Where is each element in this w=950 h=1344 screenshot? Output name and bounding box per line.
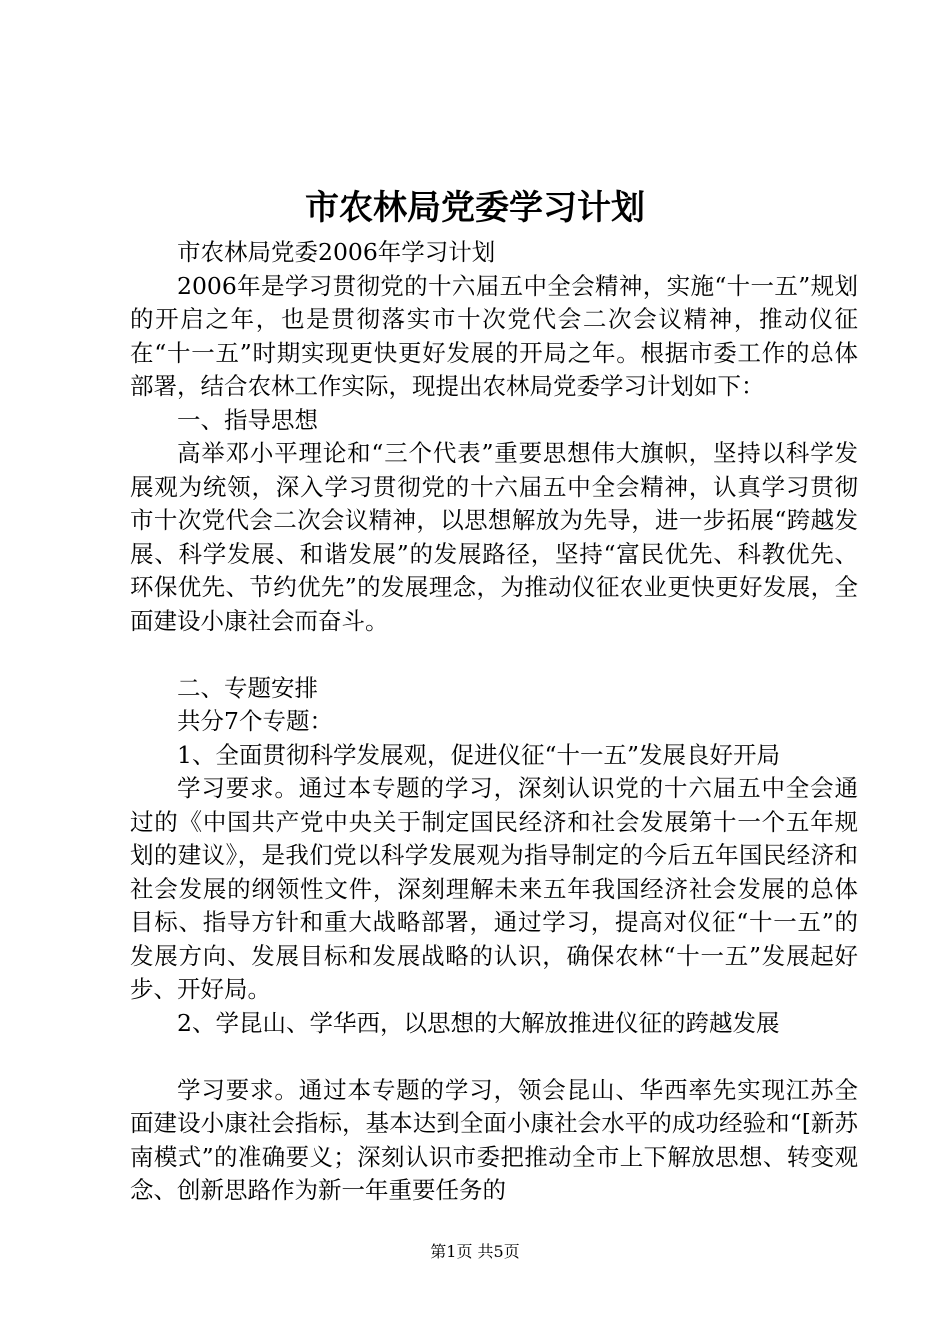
document-title: 市农林局党委学习计划 [305, 188, 645, 228]
paragraph-topic-2-requirements: 学习要求。通过本专题的学习，领会昆山、华西率先实现江苏全面建设小康社会指标，基本达到全面小康社会水平的成功经验和“[新苏南模式”的准确要义；深刻认识市委把推动全市上下解放思想、转变观念、创新思路作为新一年重要任务的 [130, 1075, 858, 1204]
heading-guiding-thought: 一、指导思想 [177, 405, 318, 434]
paragraph-spacer [130, 1040, 858, 1074]
heading-topic-2: 2、学昆山、学华西，以思想的大解放推进仪征的跨越发展 [177, 1008, 780, 1037]
heading-topic-1: 1、全面贯彻科学发展观，促进仪征“十一五”发展良好开局 [177, 740, 780, 769]
paragraph-subtitle: 市农林局党委2006年学习计划 [177, 238, 496, 266]
paragraph-intro: 2006年是学习贯彻党的十六届五中全会精神，实施“十一五”规划的开启之年，也是贯彻落实市十次党代会二次会议精神，推动仪征在“十一五”时期实现更快更好发展的开局之年。根据市委工作的总体部署，结合农林工作实际，现提出农林局党委学习计划如下： [130, 271, 858, 400]
paragraph-guiding-thought: 高举邓小平理论和“三个代表”重要思想伟大旗帜，坚持以科学发展观为统领，深入学习贯彻党的十六届五中全会精神，认真学习贯彻市十次党代会二次会议精神，以思想解放为先导，进一步拓展“跨越发展、科学发展、和谐发展”的发展路径，坚持“富民优先、科教优先、环保优先、节约优先”的发展理念，为推动仪征农业更快更好发展，全面建设小康社会而奋斗。 [130, 439, 858, 635]
heading-topics: 二、专题安排 [177, 673, 318, 702]
paragraph-topic-1-requirements: 学习要求。通过本专题的学习，深刻认识党的十六届五中全会通过的《中国共产党中央关于制定国民经济和社会发展第十一个五年规划的建议》，是我们党以科学发展观为指导制定的今后五年国民经济和社会发展的纲领性文件，深刻理解未来五年我国经济社会发展的总体目标、指导方针和重大战略部署，通过学习，提高对仪征“十一五”的发展方向、发展目标和发展战略的认识，确保农林“十一五”发展起好步、开好局。 [130, 774, 858, 1003]
page-footer: 第1页 共5页 [430, 1242, 520, 1261]
paragraph-spacer [130, 638, 858, 672]
paragraph-topic-count: 共分7个专题： [177, 707, 333, 735]
document-body [130, 236, 858, 1208]
